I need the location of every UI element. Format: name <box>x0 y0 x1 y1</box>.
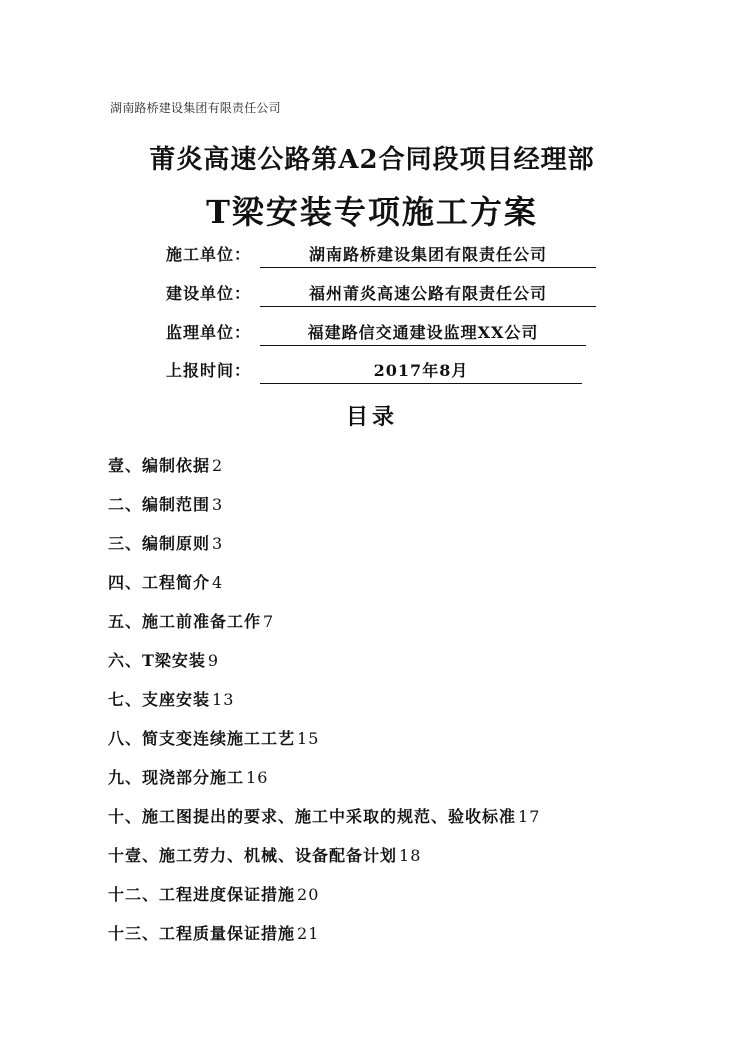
toc-item-text: 九、现浇部分施工 <box>108 768 245 787</box>
toc-item[interactable] <box>108 923 708 962</box>
toc-item[interactable] <box>108 650 708 689</box>
toc-item-page: 4 <box>212 573 224 592</box>
info-value: 2017年8月 <box>260 358 582 384</box>
toc-item-text: 壹、编制依据 <box>108 456 211 475</box>
info-label: 施工单位： <box>166 245 252 264</box>
toc-item-text: 二、编制范围 <box>108 495 211 514</box>
project-title: 莆炎高速公路第A2合同段项目经理部 <box>149 145 595 175</box>
toc-item-text: 十壹、施工劳力、机械、设备配备计划 <box>108 846 398 865</box>
toc-item-text: 十、施工图提出的要求、施工中采取的规范、验收标准 <box>108 807 517 826</box>
toc-item[interactable] <box>108 533 708 572</box>
toc-item-text: 十三、工程质量保证措施 <box>108 924 296 943</box>
toc-list <box>108 455 708 962</box>
toc-item-page: 21 <box>297 924 320 943</box>
info-label: 监理单位： <box>166 323 252 342</box>
toc-item-page: 7 <box>263 612 275 631</box>
toc-item-text: 五、施工前准备工作 <box>108 612 262 631</box>
info-value: 福州莆炎高速公路有限责任公司 <box>260 281 596 307</box>
toc-item-page: 18 <box>399 846 422 865</box>
toc-item-text: 三、编制原则 <box>108 534 211 553</box>
toc-item-text: 八、简支变连续施工工艺 <box>108 729 296 748</box>
toc-item-page: 17 <box>518 807 541 826</box>
toc-item[interactable] <box>108 611 708 650</box>
toc-item-text: 六、T梁安装 <box>108 651 206 670</box>
toc-title: 目录 <box>345 404 398 430</box>
toc-item-text: 四、工程简介 <box>108 573 211 592</box>
toc-item-page: 13 <box>212 690 235 709</box>
toc-item[interactable] <box>108 455 708 494</box>
toc-item[interactable] <box>108 689 708 728</box>
toc-item-page: 3 <box>212 534 224 553</box>
toc-item[interactable] <box>108 884 708 923</box>
header-company-name: 湖南路桥建设集团有限责任公司 <box>110 101 281 115</box>
toc-item[interactable] <box>108 767 708 806</box>
toc-item-page: 15 <box>297 729 320 748</box>
info-value: 福建路信交通建设监理XX公司 <box>260 320 586 346</box>
toc-item-text: 十二、工程进度保证措施 <box>108 885 296 904</box>
toc-item-page: 16 <box>246 768 269 787</box>
info-label: 建设单位： <box>166 284 252 303</box>
toc-item-text: 七、支座安装 <box>108 690 211 709</box>
toc-item[interactable] <box>108 494 708 533</box>
toc-item-page: 9 <box>207 651 220 670</box>
toc-item[interactable] <box>108 572 708 611</box>
info-label: 上报时间： <box>166 361 252 380</box>
toc-item-page: 20 <box>297 885 320 904</box>
toc-item-page: 3 <box>212 495 224 514</box>
info-value: 湖南路桥建设集团有限责任公司 <box>260 242 596 268</box>
toc-item[interactable] <box>108 806 708 845</box>
toc-item[interactable] <box>108 728 708 767</box>
toc-item[interactable] <box>108 845 708 884</box>
document-title: T梁安装专项施工方案 <box>206 193 538 231</box>
toc-item-page: 2 <box>212 456 224 475</box>
